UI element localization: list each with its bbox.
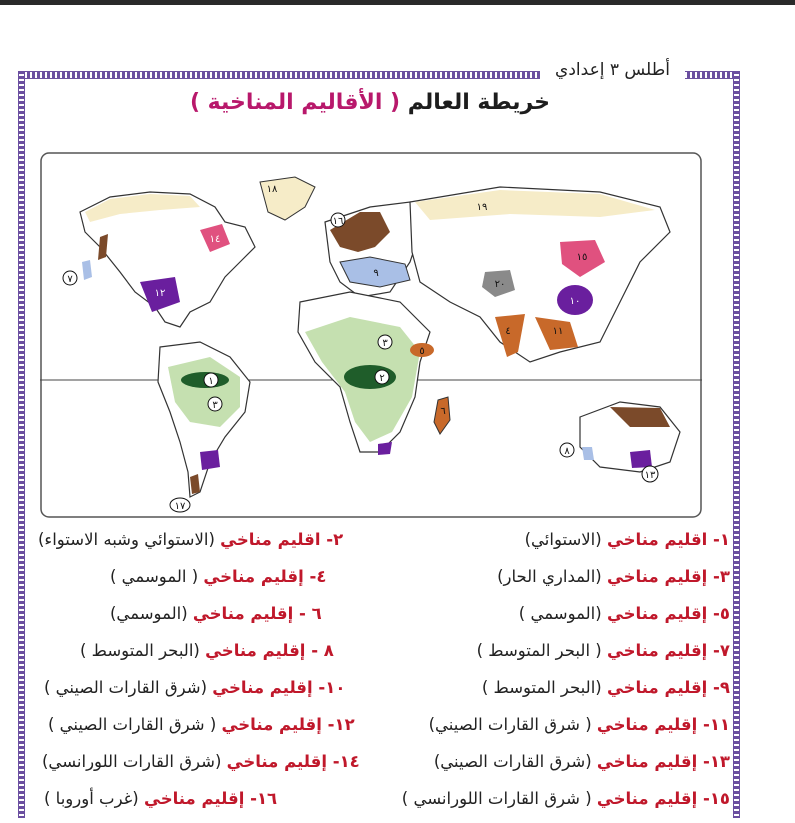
- legend-row-7: [30, 752, 730, 786]
- legend-entry-11: ١١- إقليم مناخي ( شرق القارات الصيني): [428, 715, 730, 734]
- south-america-purple: [200, 450, 220, 470]
- marker-7: ٧: [67, 274, 73, 285]
- atlas-label: أطلس ٣ إعدادي: [540, 60, 685, 80]
- marker-17: ١٧: [174, 501, 186, 512]
- marker-11: ١١: [552, 326, 564, 337]
- legend-row-5: [30, 678, 730, 712]
- legend-entry-2: ٢- اقليم مناخي (الاستوائي وشبه الاستواء): [38, 530, 344, 549]
- legend-entry-12: ١٢- إقليم مناخي ( شرق القارات الصيني ): [48, 715, 355, 734]
- marker-3b: ٣: [382, 338, 388, 349]
- marker-8: ٨: [564, 446, 570, 457]
- world-map-svg: [40, 152, 702, 518]
- legend-entry-13: ١٣- إقليم مناخي (شرق القارات الصيني): [433, 752, 730, 771]
- legend-row-6: [30, 715, 730, 749]
- marker-15: ١٥: [576, 252, 588, 263]
- marker-4: ٤: [505, 326, 511, 337]
- legend-entry-14: ١٤- إقليم مناخي (شرق القارات اللورانسي): [42, 752, 360, 771]
- title-main: خريطة العالم: [407, 90, 551, 115]
- marker-1: ١: [208, 376, 214, 387]
- legend-entry-7: ٧- إقليم مناخي ( البحر المتوسط ): [476, 641, 730, 660]
- marker-9: ٩: [373, 268, 379, 279]
- page-title: [150, 90, 590, 115]
- legend-row-2: [30, 567, 730, 601]
- australia-purple: [630, 450, 652, 468]
- marker-14: ١٤: [209, 234, 221, 245]
- legend-entry-16: ١٦- إقليم مناخي (غرب أوروبا ): [44, 789, 278, 808]
- australia-mediterranean: [582, 447, 594, 460]
- legend-row-4: [30, 641, 730, 675]
- marker-13: ١٣: [644, 470, 656, 481]
- legend-row-3: [30, 604, 730, 638]
- top-edge-bar: [0, 0, 795, 5]
- marker-18: ١٨: [266, 184, 278, 195]
- legend-entry-15: ١٥- إقليم مناخي ( شرق القارات اللورانسي ): [401, 789, 730, 808]
- legend-row-1: [30, 530, 730, 564]
- title-sub: ( الأقاليم المناخية ): [189, 90, 401, 115]
- legend-entry-10: ١٠- إقليم مناخي (شرق القارات الصيني ): [44, 678, 346, 697]
- marker-6: ٦: [440, 406, 446, 417]
- marker-3a: ٣: [212, 400, 218, 411]
- marker-19: ١٩: [476, 202, 488, 213]
- legend-entry-9: ٩- إقليم مناخي (البحر المتوسط ): [481, 678, 730, 697]
- marker-12: ١٢: [154, 288, 166, 299]
- world-climate-map: [40, 152, 702, 518]
- legend-entry-8: ٨ - إقليم مناخي (البحر المتوسط ): [80, 641, 334, 660]
- legend-entry-5: ٥- إقليم مناخي (الموسمي ): [518, 604, 730, 623]
- legend-entry-6: ٦ - إقليم مناخي (الموسمي): [110, 604, 322, 623]
- page-frame-right: [733, 71, 740, 818]
- marker-2: ٢: [379, 373, 385, 384]
- marker-10: ١٠: [569, 296, 581, 307]
- legend-entry-4: ٤- إقليم مناخي ( الموسمي ): [110, 567, 327, 586]
- south-africa-purple: [378, 442, 392, 455]
- legend-entry-1: ١- اقليم مناخي (الاستوائي): [524, 530, 730, 549]
- marker-5: ٥: [419, 346, 425, 357]
- page-frame-left: [18, 71, 25, 818]
- legend-entry-3: ٣- إقليم مناخي (المداري الحار): [497, 567, 730, 586]
- marker-16: ١٦: [332, 216, 344, 227]
- marker-20: ٢٠: [494, 279, 506, 290]
